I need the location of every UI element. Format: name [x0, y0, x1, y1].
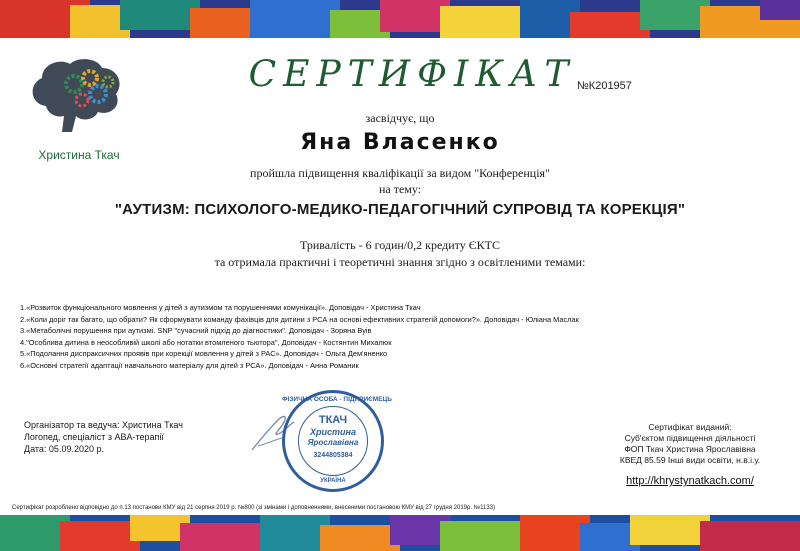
organizer-role: Логопед, спеціаліст з ABA-терапії	[24, 432, 164, 442]
painted-border-bottom	[0, 515, 800, 551]
stamp-surname: ТКАЧ	[318, 414, 348, 426]
legal-footnote: Сертифікат розроблено відповідно до п.13 постанови КМУ від 21 серпня 2019 р. №800 (зі змінами і доповненнями, внесеними постановою КМУ від 27 грудня 2019р. №1133)	[12, 505, 496, 511]
certificate-title: СЕРТИФІКАТ	[248, 54, 576, 95]
stamp-code: 3244805384	[313, 452, 353, 459]
topic-label: на тему:	[378, 182, 422, 196]
recipient-name: Яна Власенко	[300, 130, 500, 155]
list-item: 4."Особлива дитина в неособливій школі або нотатки втомленого тьютора", Доповідач - Костянтин Михалюк	[20, 337, 392, 347]
list-item: 1.«Розвиток функціонального мовлення у дітей з аутизмом та порушеннями комунікації». Доповідач - Христина Ткач	[20, 303, 421, 312]
organizer-block	[24, 419, 183, 455]
issuer-entity: Суб'єктом підвищення діяльності	[624, 433, 756, 443]
issuer-block	[590, 422, 790, 466]
certificate-number: №К201957	[577, 80, 632, 92]
list-item: 2.«Коли доріг так багато, що обрати? Як сформувати команду фахівців для дитини з РСА на основі ефективних стратегій допомоги?». Доповідач - Юліана Маслак	[20, 314, 579, 324]
conference-topic: "АУТИЗМ: ПСИХОЛОГО-МЕДИКО-ПЕДАГОГІЧНИЙ СУПРОВІД ТА КОРЕКЦІЯ"	[114, 201, 686, 218]
certifies-text: засвідчує, що	[365, 111, 435, 125]
issuer-kved: КВЕД 85.59 Інші види освіти, н.в.і.у.	[619, 455, 761, 465]
issuer-heading: Сертифікат виданий:	[648, 422, 732, 432]
stamp-name: Христина	[310, 427, 356, 437]
logo-name: Христина Ткач	[38, 148, 120, 162]
event-date: Дата: 05.09.2020 р.	[24, 444, 104, 454]
stamp-ring-text: ФІЗИЧНА ОСОБА - ПІДПРИЄМЕЦЬ	[282, 396, 392, 403]
painted-border-top	[0, 0, 800, 38]
topics-list	[20, 302, 720, 372]
website-link[interactable]: http://khrystynatkach.com/	[626, 475, 754, 487]
official-stamp	[282, 390, 390, 498]
issuer-name: ФОП Ткач Христина Ярославівна	[624, 444, 756, 454]
stamp-country: УКРАЇНА	[320, 478, 346, 484]
organizer-name: Організатор та ведуча: Христина Ткач	[24, 420, 183, 430]
received-knowledge-text: та отримала практичні і теоретичні знання згідно з освітленими темами:	[214, 255, 586, 269]
list-item: 5.«Подолання диспраксичних проявів при корекції мовлення у дітей з РАС». Доповідач - Ольга Дем'яненко	[20, 349, 388, 359]
certificate-sheet	[0, 38, 800, 515]
list-item: 3.«Метаболічні порушення при аутизмі. SNP "сучасний підхід до діагностики". Доповідач - Зоряна Вуів	[20, 326, 372, 336]
stamp-patronymic: Ярославівна	[307, 438, 359, 447]
list-item: 6.«Основні стратегії адаптації навчального матеріалу для дітей з РСА». Доповідач - Анна Романик	[20, 360, 359, 370]
qualification-text: пройшла підвищення кваліфікації за видом "Конференція"	[250, 166, 550, 180]
duration-text: Тривалість - 6 годин/0,2 кредиту ЄКТС	[299, 238, 501, 252]
